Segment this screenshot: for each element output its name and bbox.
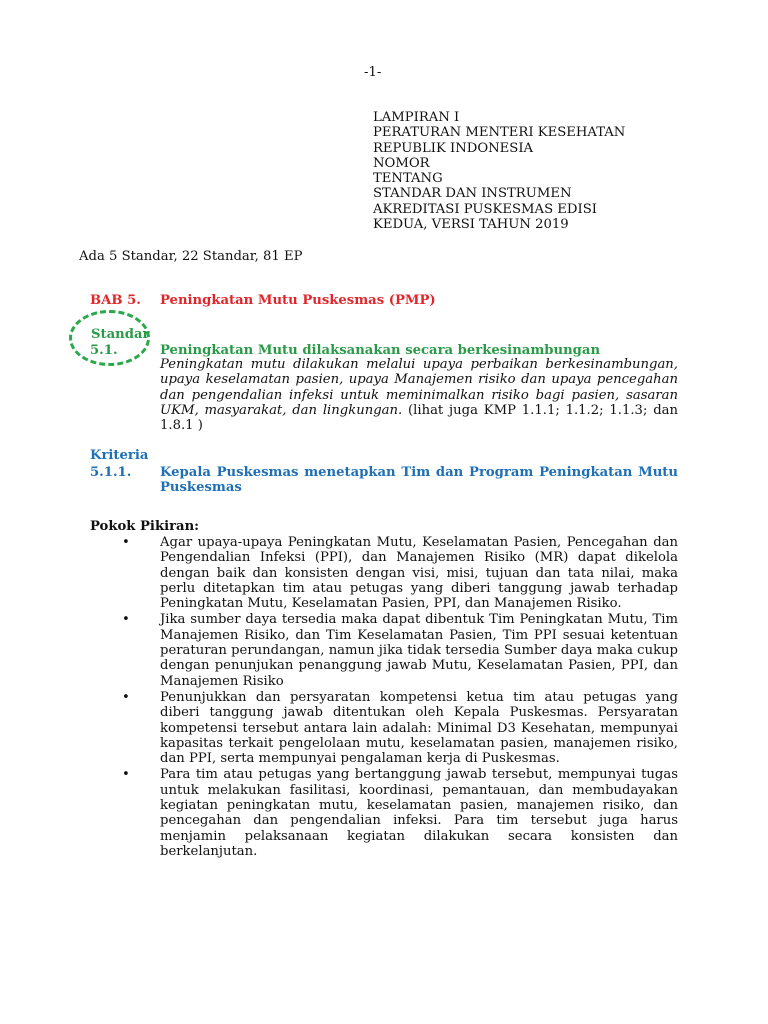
kriteria-number: 5.1.1. xyxy=(90,465,132,480)
list-item xyxy=(122,767,678,859)
standar-description xyxy=(160,357,678,433)
lampiran-line: TENTANG xyxy=(373,171,443,187)
bullet-icon: • xyxy=(122,689,130,705)
standard-summary: Ada 5 Standar, 22 Standar, 81 EP xyxy=(79,249,303,264)
standar-reference: (lihat juga KMP 1.1.1; 1.1.2; 1.1.3; dan 1.8.1 ) xyxy=(160,402,678,434)
list-item-text: Jika sumber daya tersedia maka dapat dibentuk Tim Peningkatan Mutu, Tim Manajemen Risiko, dan Tim Keselamatan Pasien, Tim PPI sesuai ketentuan peraturan perundangan, namun jika tidak tersedia Sumber daya maka cukup dengan penunjukan penanggung jawab Mutu, Keselamatan Pasien, PPI, dan Manajemen Risiko xyxy=(160,612,678,689)
lampiran-line: AKREDITASI PUSKESMAS EDISI xyxy=(373,201,597,217)
list-item-text: Para tim atau petugas yang bertanggung jawab tersebut, mempunyai tugas untuk melakukan fasilitasi, koordinasi, pemantauan, dan membudayakan kegiatan peningkatan mutu, keselamatan pasien, manajemen risiko, dan pencegahan dan pengendalian infeksi. Para tim tersebut juga harus menjamin pelaksanaan kegiatan dilakukan secara konsisten dan berkelanjutan. xyxy=(160,767,678,859)
lampiran-line: NOMOR xyxy=(373,155,430,171)
standar-title: Peningkatan Mutu dilaksanakan secara berkesinambungan xyxy=(160,343,601,358)
kriteria-title: Kepala Puskesmas menetapkan Tim dan Program Peningkatan Mutu Puskesmas xyxy=(160,465,678,496)
page-number: -1- xyxy=(364,65,382,80)
chapter-heading xyxy=(90,293,436,308)
standar-description-text: Peningkatan mutu dilakukan melalui upaya perbaikan berkesinambungan, upaya keselamatan pasien, upaya Manajemen risiko dan upaya pencegahan dan pengendalian infeksi untuk meminimalkan risiko bagi pasien, sasaran UKM, masyarakat, dan lingkungan. xyxy=(160,357,678,418)
list-item-text: Penunjukkan dan persyaratan kompetensi ketua tim atau petugas yang diberi tanggung jawab ditentukan oleh Kepala Puskesmas. Persyaratan kompetensi tersebut antara lain adalah: Minimal D3 Kesehatan, mempunyai kapasitas terkait pengelolaan mutu, keselamatan pasien, manajemen risiko, dan PPI, serta mempunyai pengalaman kerja di Puskesmas. xyxy=(160,689,678,767)
pokok-pikiran-heading: Pokok Pikiran: xyxy=(90,519,200,534)
lampiran-line: STANDAR DAN INSTRUMEN xyxy=(373,186,572,202)
lampiran-header xyxy=(373,110,625,232)
lampiran-line: KEDUA, VERSI TAHUN 2019 xyxy=(373,217,569,233)
chapter-title: Peningkatan Mutu Puskesmas (PMP) xyxy=(160,293,436,308)
lampiran-line: REPUBLIK INDONESIA xyxy=(373,140,534,156)
pokok-pikiran-list xyxy=(0,535,768,860)
list-item xyxy=(122,689,678,767)
bullet-icon: • xyxy=(122,535,130,550)
kriteria-label: Kriteria xyxy=(90,448,149,463)
lampiran-line: PERATURAN MENTERI KESEHATAN xyxy=(373,125,626,141)
list-item xyxy=(122,612,678,689)
lampiran-line: LAMPIRAN I xyxy=(373,110,460,125)
standar-label: Standar xyxy=(91,327,150,342)
list-item-text: Agar upaya-upaya Peningkatan Mutu, Keselamatan Pasien, Pencegahan dan Pengendalian Infeksi (PPI), dan Manajemen Risiko (MR) dapat dikelola dengan baik dan konsisten dengan visi, misi, tujuan dan tata nilai, maka perlu ditetapkan tim atau petugas yang diberi tanggung jawab terhadap Peningkatan Mutu, Keselamatan Pasien, PPI, dan Manajemen Risiko. xyxy=(160,535,678,612)
bullet-icon: • xyxy=(122,767,130,783)
chapter-number: BAB 5. xyxy=(90,293,141,308)
bullet-icon: • xyxy=(122,612,130,628)
standar-number: 5.1. xyxy=(90,343,118,358)
list-item xyxy=(122,535,678,612)
